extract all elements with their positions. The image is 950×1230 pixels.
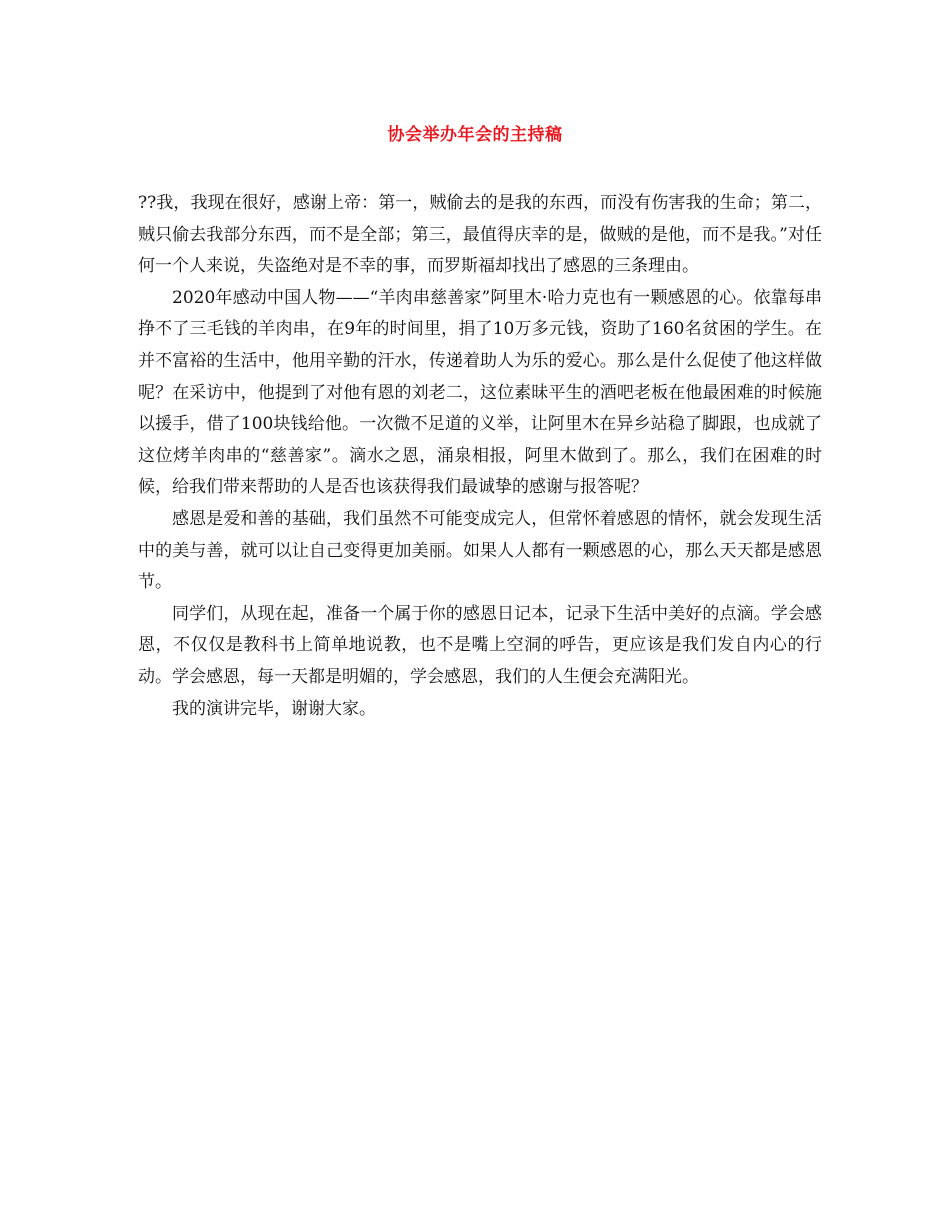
paragraph: 2020年感动中国人物——“羊肉串慈善家”阿里木·哈力克也有一颗感恩的心。依靠每串挣不了三毛钱的羊肉串，在9年的时间里，捐了10万多元钱，资助了160名贫困的学生。在并不富裕的生活中，他用辛勤的汗水，传递着助人为乐的爱心。那么是什么促使了他这样做呢？在采访中，他提到了对他有恩的刘老二，这位素昧平生的酒吧老板在他最困难的时候施以援手，借了100块钱给他。一次微不足道的义举，让阿里木在异乡站稳了脚跟，也成就了这位烤羊肉串的“慈善家”。滴水之恩，涌泉相报，阿里木做到了。那么，我们在困难的时候，给我们带来帮助的人是否也该获得我们最诚挚的感谢与报答呢？ bbox=[138, 287, 822, 498]
paragraph: ??我，我现在很好，感谢上帝：第一，贼偷去的是我的东西，而没有伤害我的生命；第二，贼只偷去我部分东西，而不是全部；第三，最值得庆幸的是，做贼的是他，而不是我。”对任何一个人来说，失盗绝对是不幸的事，而罗斯福却找出了感恩的三条理由。 bbox=[138, 193, 822, 277]
paragraph: 我的演讲完毕，谢谢大家。 bbox=[172, 698, 376, 719]
paragraph: 感恩是爱和善的基础，我们虽然不可能变成完人，但常怀着感恩的情怀，就会发现生活中的美与善，就可以让自己变得更加美丽。如果人人都有一颗感恩的心，那么天天都是感恩节。 bbox=[138, 508, 822, 593]
paragraph: 同学们，从现在起，准备一个属于你的感恩日记本，记录下生活中美好的点滴。学会感恩，不仅仅是教科书上简单地说教，也不是嘴上空洞的呼告，更应该是我们发自内心的行动。学会感恩，每一天都是明媚的，学会感恩，我们的人生便会充满阳光。 bbox=[138, 603, 822, 687]
document-body bbox=[138, 188, 822, 725]
document-title: 协会举办年会的主持稿 bbox=[387, 125, 563, 145]
